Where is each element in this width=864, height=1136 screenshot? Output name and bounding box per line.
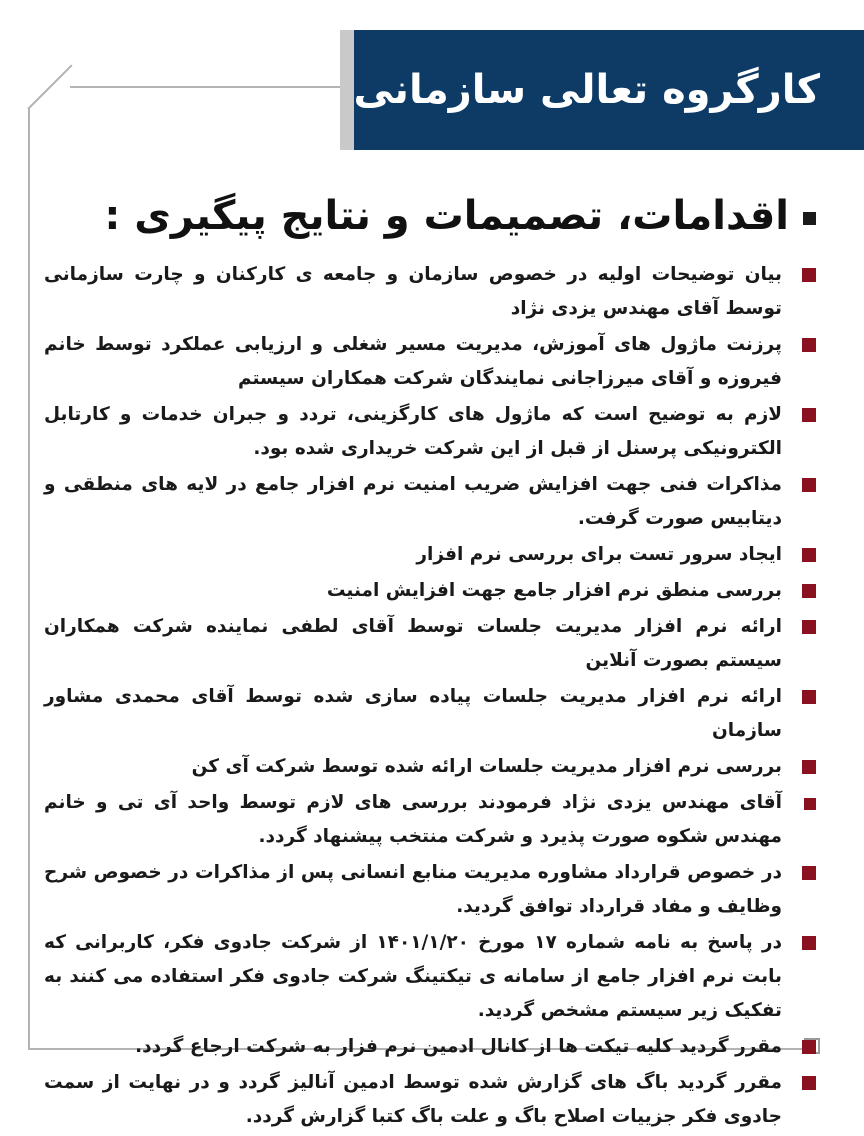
frame-diagonal (27, 64, 72, 109)
section-heading (104, 188, 816, 244)
heading-square-bullet (803, 212, 816, 225)
list-item (44, 610, 816, 678)
list-item-text: در خصوص قرارداد مشاوره مدیریت منابع انسانی پس از مذاکرات در خصوص شرح وظایف و مفاد قرارداد توافق گردید. (44, 862, 782, 917)
list-item-text: ارائه نرم افزار مدیریت جلسات پیاده سازی شده توسط آقای محمدی مشاور سازمان (44, 686, 782, 741)
bullet-square (802, 866, 816, 880)
list-item-text: ارائه نرم افزار مدیریت جلسات توسط آقای لطفی نماینده شرکت همکاران سیستم بصورت آنلاین (44, 616, 782, 671)
list-item (44, 574, 816, 608)
list-item (44, 926, 816, 1028)
bullet-square (802, 620, 816, 634)
list-item-text: ایجاد سرور تست برای بررسی نرم افزار (416, 544, 782, 565)
list-item-text: بیان توضیحات اولیه در خصوص سازمان و جامعه ی کارکنان و چارت سازمانی توسط آقای مهندس یزدی نژاد (44, 264, 782, 319)
bullet-square (802, 760, 816, 774)
list-item-text: لازم به توضیح است که ماژول های کارگزینی، تردد و جبران خدمات و کارتابل الکترونیکی پرسنل از قبل از این شرکت خریداری شده بود. (44, 404, 782, 459)
list-item (44, 1030, 816, 1064)
list-item-text: بررسی منطق نرم افزار جامع جهت افزایش امنیت (326, 580, 782, 601)
bullet-square (802, 338, 816, 352)
bullet-square (802, 1040, 816, 1054)
list-item (44, 786, 816, 854)
header-banner (340, 30, 864, 150)
list-item (44, 328, 816, 396)
bullet-square (802, 408, 816, 422)
list-item-text: پرزنت ماژول های آموزش، مدیریت مسیر شغلی و ارزیابی عملکرد توسط خانم فیروزه و آقای میرزاجانی نمایندگان شرکت همکاران سیستم (44, 334, 782, 389)
list-item (44, 398, 816, 466)
bullet-square (802, 584, 816, 598)
list-item-text: مقرر گردید باگ های گزارش شده توسط ادمین آنالیز گردد و در نهایت از سمت جادوی فکر جزییات اصلاح باگ و علت باگ کتبا گزارش گردد. (44, 1072, 782, 1127)
list-item-text: بررسی نرم افزار مدیریت جلسات ارائه شده توسط شرکت آی کن (191, 756, 782, 777)
bullet-square (802, 936, 816, 950)
frame-top-line (70, 86, 342, 88)
bullet-square (802, 1076, 816, 1090)
bullet-square (804, 798, 816, 810)
list-item-text: مقرر گردید کلیه تیکت ها از کانال ادمین نرم فزار به شرکت ارجاع گردد. (135, 1036, 782, 1057)
list-item (44, 680, 816, 748)
bullet-square (802, 690, 816, 704)
section-heading-text: اقدامات، تصمیمات و نتایج پیگیری : (104, 193, 789, 239)
list-item-text: در پاسخ به نامه شماره ۱۷ مورخ ۱۴۰۱/۱/۲۰ از شرکت جادوی فکر، کاربرانی که بابت نرم افزار جامع از سامانه ی تیکتینگ شرکت جادوی فکر استفاده می کنند به تفکیک زیر سیستم مشخص گردید. (44, 932, 783, 1021)
frame-left-line (28, 108, 30, 1050)
header-title: کارگروه تعالی سازمانی (353, 67, 820, 113)
list-item (44, 856, 816, 924)
bullet-square (802, 478, 816, 492)
list-item-text: آقای مهندس یزدی نژاد فرمودند بررسی های لازم توسط واحد آی تی و خانم مهندس شکوه صورت پذیرد و شرکت منتخب پیشنهاد گردد. (44, 792, 782, 847)
bullet-square (802, 548, 816, 562)
list-item-text: مذاکرات فنی جهت افزایش ضریب امنیت نرم افزار جامع در لایه های منطقی و دیتابیس صورت گرفت. (44, 474, 782, 529)
bullet-square (802, 268, 816, 282)
actions-list (44, 258, 816, 1136)
list-item (44, 538, 816, 572)
list-item (44, 1066, 816, 1134)
list-item (44, 750, 816, 784)
list-item (44, 258, 816, 326)
list-item (44, 468, 816, 536)
